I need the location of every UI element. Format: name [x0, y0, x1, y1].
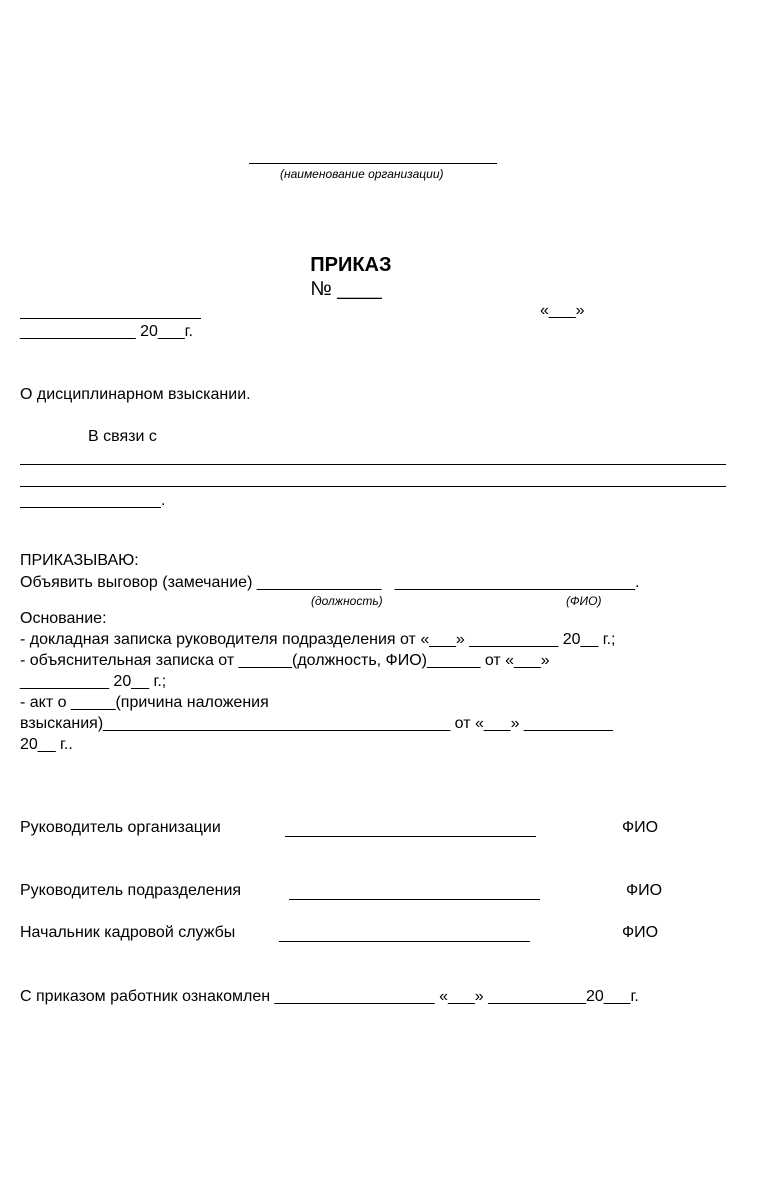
basis-item-3b: взыскания)_______________________________________ от «___» __________	[20, 715, 613, 732]
caption-fio: (ФИО)	[566, 594, 602, 608]
reason-lead: В связи с	[88, 428, 157, 445]
reason-line-3	[20, 507, 161, 508]
basis-item-3c: 20__ г..	[20, 736, 73, 753]
basis-item-3a: - акт о _____(причина наложения	[20, 694, 269, 711]
signature-fio-director: ФИО	[622, 819, 659, 836]
reason-end-dot: .	[161, 492, 166, 509]
signature-role-director: Руководитель организации	[20, 819, 221, 836]
document-title	[288, 229, 392, 325]
order-heading: ПРИКАЗЫВАЮ:	[20, 552, 139, 569]
basis-item-2a: - объяснительная записка от ______(должность, ФИО)______ от «___»	[20, 652, 550, 669]
reason-line-2	[20, 486, 726, 487]
org-name-caption: (наименование организации)	[280, 167, 444, 181]
basis-item-1: - докладная записка руководителя подразделения от «___» __________ 20__ г.;	[20, 631, 616, 648]
basis-item-2b: __________ 20__ г.;	[20, 673, 167, 690]
signature-role-dept-head: Руководитель подразделения	[20, 882, 242, 899]
signature-line-director	[285, 836, 536, 837]
signature-line-hr-head	[279, 941, 530, 942]
reason-line-1	[20, 464, 726, 465]
signature-fio-hr-head: ФИО	[622, 924, 659, 941]
order-reprimand: Объявить выговор (замечание) ______________ ___________________________.	[20, 574, 640, 591]
signature-role-hr-head: Начальник кадровой службы	[20, 924, 236, 941]
place-line	[20, 318, 201, 319]
date-quote-day: «___»	[540, 302, 585, 319]
org-name-line	[249, 163, 497, 164]
signature-fio-dept-head: ФИО	[626, 882, 663, 899]
title-prikaz: ПРИКАЗ	[310, 254, 392, 276]
caption-position: (должность)	[311, 594, 383, 608]
date-year: _____________ 20___г.	[20, 323, 193, 340]
signature-line-dept-head	[289, 899, 540, 900]
title-number: № ____	[310, 278, 382, 300]
basis-heading: Основание:	[20, 610, 107, 627]
acknowledgement-line: С приказом работник ознакомлен __________________ «___» ___________20___г.	[20, 988, 639, 1005]
order-subject: О дисциплинарном взыскании.	[20, 386, 251, 403]
